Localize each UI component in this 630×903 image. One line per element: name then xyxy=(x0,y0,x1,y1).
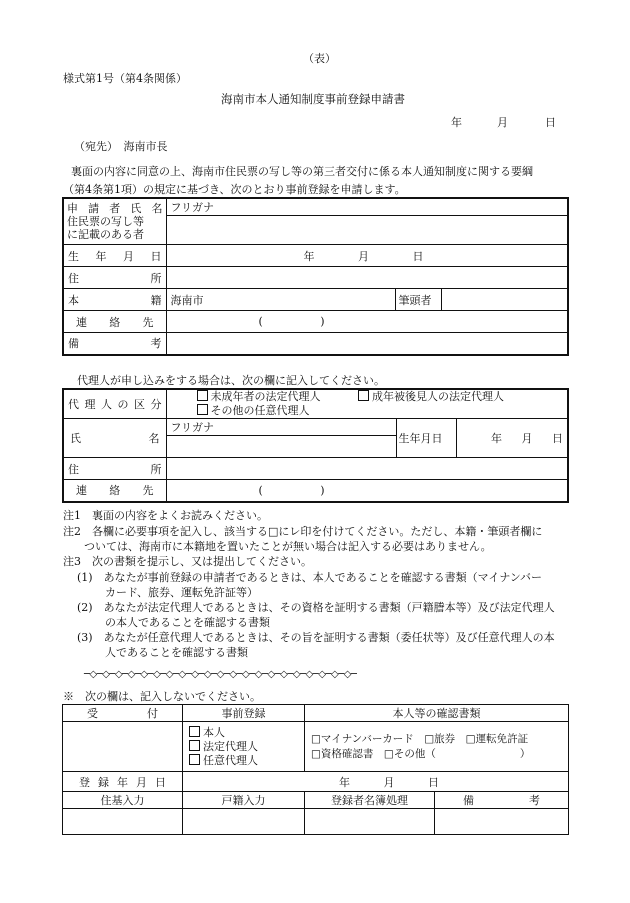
office-nini-checkbox[interactable] xyxy=(189,754,200,765)
applicant-honseki-label: 本 籍 xyxy=(63,289,166,311)
office-biko-header: 備 考 xyxy=(435,792,569,809)
agent-instruction: 代理人が申し込みをする場合は、次の欄に記入してください。 xyxy=(77,374,385,387)
office-meibo-header: 登録者名簿処理 xyxy=(305,792,435,809)
agent-name-field[interactable] xyxy=(166,436,396,458)
applicant-address-label: 住 所 xyxy=(63,267,166,289)
form-number: 様式第1号（第4条関係） xyxy=(63,72,187,85)
applicant-address-field[interactable] xyxy=(166,267,568,289)
applicant-name-label: 申 請 者 氏 名 xyxy=(67,202,163,215)
agent-kubun-label: 代 理 人 の 区 分 xyxy=(63,389,166,419)
office-jyuki-header: 住基入力 xyxy=(63,792,183,809)
applicant-birth-field[interactable]: 年 月 日 xyxy=(166,245,568,267)
date-month: 月 xyxy=(497,116,508,129)
applicant-head-label: 筆頭者 xyxy=(395,289,441,311)
office-table xyxy=(62,704,569,835)
applicant-contact-label: 連 絡 先 xyxy=(63,311,166,333)
office-honnin-checkbox[interactable] xyxy=(189,726,200,737)
applicant-remarks-field[interactable] xyxy=(166,333,568,355)
agent-opt2-checkbox[interactable] xyxy=(358,390,372,403)
office-doc-line-1[interactable]: □マイナンバーカード □旅券 □運転免許証 xyxy=(311,732,529,745)
applicant-head-field[interactable] xyxy=(441,289,568,311)
office-reg-date-field[interactable]: 年 月 日 xyxy=(183,772,569,792)
agent-contact-field[interactable]: ( ) xyxy=(166,480,568,502)
note-3-3b: 人であることを確認する書類 xyxy=(105,646,248,659)
office-hotei-checkbox[interactable] xyxy=(189,740,200,751)
applicant-furigana[interactable]: フリガナ xyxy=(166,198,568,216)
applicant-table xyxy=(62,197,569,356)
note-3-1b: カード、旅券、運転免許証等） xyxy=(105,586,259,599)
omote-label: （表） xyxy=(303,52,336,65)
office-uketsuke-header: 受 付 xyxy=(63,705,183,722)
agent-address-label: 住 所 xyxy=(63,458,166,480)
note-3-2a: (2) あなたが法定代理人であるときは、その資格を証明する書類（戸籍謄本等）及び法定代理人 xyxy=(77,601,555,614)
office-doc-line-2[interactable]: □資格確認書 □その他（ ） xyxy=(311,747,531,760)
date-day: 日 xyxy=(545,116,556,129)
agent-table xyxy=(62,388,569,503)
agent-opt3-checkbox[interactable] xyxy=(197,404,211,417)
note-3-3a: (3) あなたが任意代理人であるときは、その旨を証明する書類（委任状等）及び任意代理人の本 xyxy=(77,631,555,644)
cut-separator: ─◇─◇─◇─◇─◇─◇─◇─◇─◇─◇─◇─◇─◇─◇─◇─◇─◇─◇─◇─◇─◇─ xyxy=(84,669,357,680)
agent-opt1-label: 未成年者の法定代理人 xyxy=(210,390,321,403)
agent-kubun-options xyxy=(166,389,568,419)
note-2a: 注2 各欄に必要事項を記入し、該当する□にレ印を付けてください。ただし、本籍・筆頭者欄に xyxy=(63,525,543,538)
note-3-2b: の本人であることを確認する書類 xyxy=(105,616,270,629)
applicant-contact-field[interactable]: ( ) xyxy=(166,311,568,333)
intro-line-2: （第4条第1項）の規定に基づき、次のとおり事前登録を申請します。 xyxy=(63,183,406,196)
office-koseki-header: 戸籍入力 xyxy=(183,792,305,809)
note-3-1a: (1) あなたが事前登録の申請者であるときは、本人であることを確認する書類（マイナンバー xyxy=(77,571,543,584)
agent-opt3-label: その他の任意代理人 xyxy=(210,404,310,417)
agent-birth-field[interactable]: 年 月 日 xyxy=(456,419,568,458)
office-jyuki-field[interactable] xyxy=(63,809,183,835)
office-reg-date-label: 登 録 年 月 日 xyxy=(63,772,183,792)
agent-name-label: 氏 名 xyxy=(63,419,166,458)
note-1: 注1 裏面の内容をよくお読みください。 xyxy=(63,509,268,522)
applicant-birth-label: 生 年 月 日 xyxy=(63,245,166,267)
office-kakunin-options xyxy=(305,722,569,772)
agent-contact-label: 連 絡 先 xyxy=(63,480,166,502)
agent-opt2-label: 成年被後見人の法定代理人 xyxy=(372,390,504,403)
office-jizen-options: 本人 法定代理人 任意代理人 xyxy=(183,722,305,772)
office-koseki-field[interactable] xyxy=(183,809,305,835)
addressee: （宛先） 海南市長 xyxy=(74,140,168,153)
form-title: 海南市本人通知制度事前登録申請書 xyxy=(221,92,405,106)
office-kakunin-header: 本人等の確認書類 xyxy=(305,705,569,722)
note-3: 注3 次の書類を提示し、又は提出してください。 xyxy=(63,555,312,568)
note-2b: ついては、海南市に本籍地を置いたことが無い場合は記入する必要はありません。 xyxy=(84,540,492,553)
applicant-name-field[interactable] xyxy=(166,216,568,245)
agent-address-field[interactable] xyxy=(166,458,568,480)
agent-birth-label: 生年月日 xyxy=(396,419,456,458)
office-jizen-header: 事前登録 xyxy=(183,705,305,722)
applicant-honseki-field[interactable]: 海南市 xyxy=(166,289,395,311)
date-year: 年 xyxy=(451,116,462,129)
agent-opt1-checkbox[interactable] xyxy=(197,390,211,403)
applicant-name-label-cell xyxy=(63,198,166,245)
intro-line-1: 裏面の内容に同意の上、海南市住民票の写し等の第三者交付に係る本人通知制度に関する要綱 xyxy=(71,165,533,178)
applicant-name-sub1: 住民票の写し等 xyxy=(67,215,144,228)
applicant-name-sub2: に記載のある者 xyxy=(67,228,144,241)
office-meibo-field[interactable] xyxy=(305,809,435,835)
applicant-remarks-label: 備 考 xyxy=(63,333,166,355)
office-biko-field[interactable] xyxy=(435,809,569,835)
office-use-note: ※ 次の欄は、記入しないでください。 xyxy=(63,690,261,703)
agent-furigana[interactable]: フリガナ xyxy=(166,419,396,436)
office-uketsuke-field[interactable] xyxy=(63,722,183,772)
